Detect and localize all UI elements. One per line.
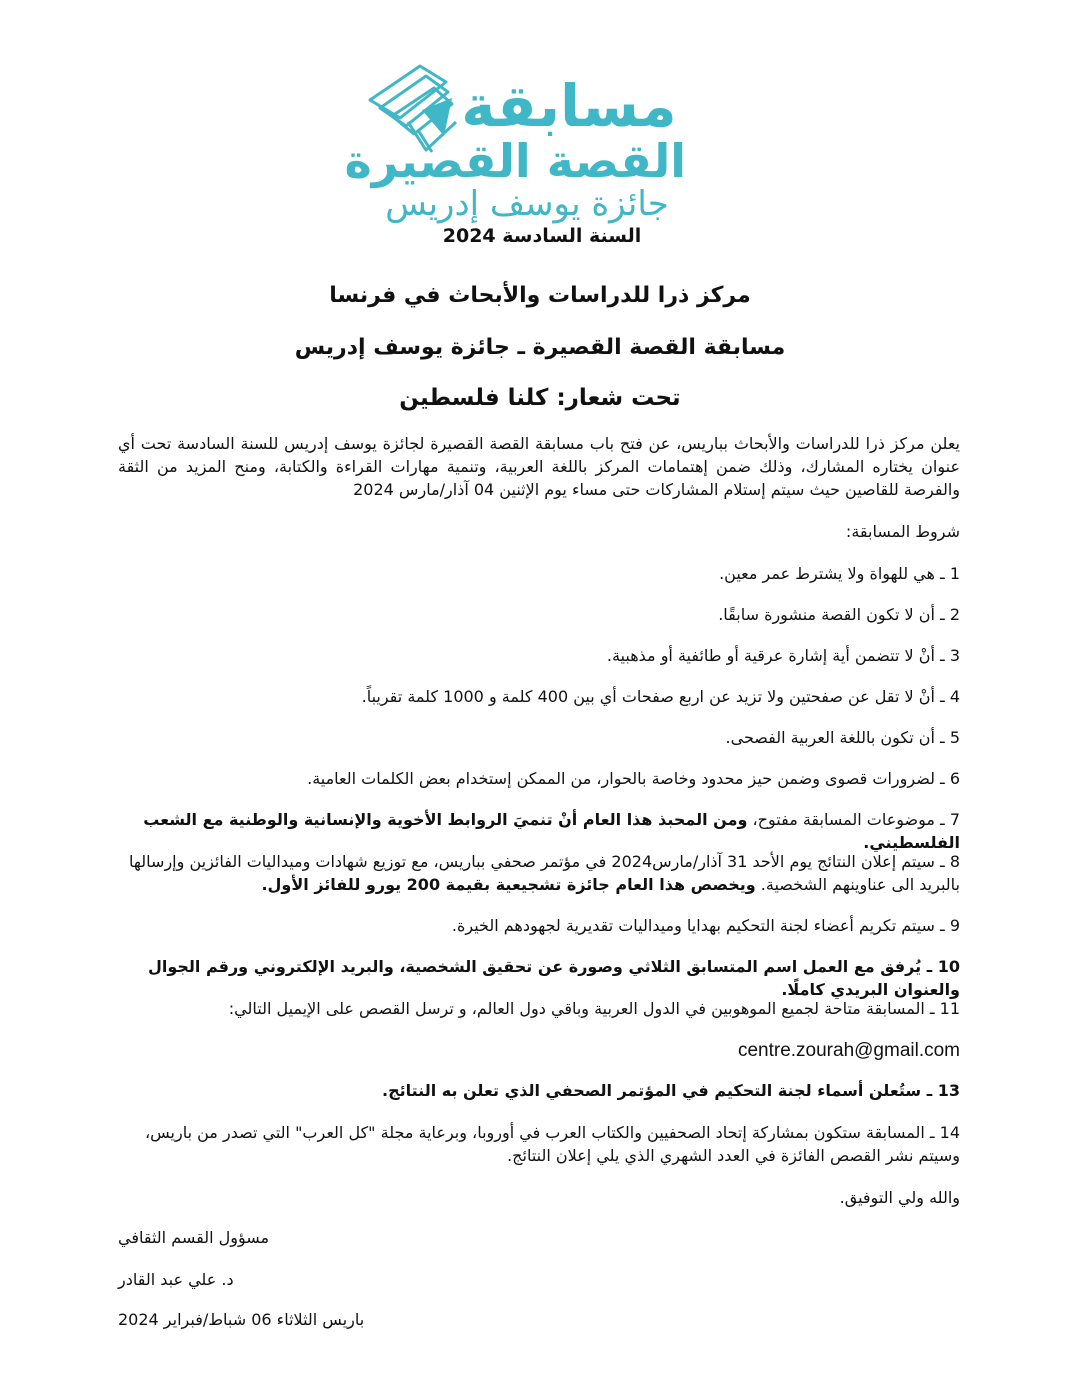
condition-text: 13 ـ ستُعلن أسماء لجنة التحكيم في المؤتمر الصحفي الذي تعلن به النتائج.: [382, 1081, 960, 1100]
condition-text: 6 ـ لضرورات قصوى وضمن حيز محدود وخاصة بالحوار، من الممكن إستخدام بعض الكلمات العامية.: [307, 769, 960, 788]
competition-logo: [344, 52, 690, 252]
closing-line: والله ولي التوفيق.: [839, 1188, 960, 1207]
condition-text: 4 ـ أنْ لا تقل عن صفحتين ولا تزيد عن اربع صفحات أي بين 400 كلمة و 1000 كلمة تقريباً.: [361, 687, 960, 706]
condition-text: 3 ـ أنْ لا تتضمن أية إشارة عرقية أو طائفية أو مذهبية.: [606, 646, 960, 665]
condition-item: [118, 644, 960, 667]
condition-item: [118, 562, 960, 585]
condition-item: [118, 726, 960, 749]
center-heading: مركز ذرا للدراسات والأبحاث في فرنسا: [329, 283, 751, 308]
condition-item: [118, 767, 960, 790]
slogan-heading: تحت شعار: كلنا فلسطين: [399, 385, 681, 411]
condition-item: [118, 808, 960, 854]
logo-year: السنة السادسة 2024: [442, 225, 642, 247]
condition-text: 2 ـ أن لا تكون القصة منشورة سابقًا.: [718, 605, 960, 624]
condition-text: 9 ـ سيتم تكريم أعضاء لجنة التحكيم بهدايا وميداليات تقديرية لجهودهم الخيرة.: [451, 916, 960, 935]
condition-bold-text: ومن المحبذ هذا العام أنْ تنميَ الروابط الأخوية والإنسانية والوطنية مع الشعب الفلسطيني.: [143, 810, 960, 852]
signature-date: باريس الثلاثاء 06 شباط/فبراير 2024: [118, 1310, 365, 1329]
condition-text: 8 ـ سيتم إعلان النتائج يوم الأحد 31 آذار/مارس2024 في مؤتمر صحفي بباريس، مع توزيع شهادات وميداليات الفائزين وإرسالها بالبريد الى عناوينهم الشخصية.: [129, 852, 960, 894]
condition-item: [118, 850, 960, 896]
condition-text: 7 ـ موضوعات المسابقة مفتوح،: [752, 810, 960, 829]
condition-text: 1 ـ هي للهواة ولا يشترط عمر معين.: [719, 564, 960, 583]
condition-text: 14 ـ المسابقة ستكون بمشاركة إتحاد الصحفيين والكتاب العرب في أوروبا، وبرعاية مجلة "كل العرب" التي تصدر من باريس، وسيتم نشر القصص الفائزة في العدد الشهري الذي يلي إعلان النتائج.: [144, 1123, 960, 1165]
logo-subtitle: القصة القصيرة: [344, 134, 686, 188]
condition-item: [118, 914, 960, 937]
condition-text: 10 ـ يُرفق مع العمل اسم المتسابق الثلاثي وصورة عن تحقيق الشخصية، والبريد الإلكتروني ورقم الجوال والعنوان البريدي كاملًا.: [147, 957, 960, 999]
condition-item: [118, 685, 960, 708]
condition-text: 11 ـ المسابقة متاحة لجميع الموهوبين في الدول العربية وباقي دول العالم، و ترسل القصص على الإيميل التالي:: [228, 999, 960, 1018]
conditions-title: شروط المسابقة:: [845, 522, 960, 541]
condition-bold-text: ويخصص هذا العام جائزة تشجيعية بقيمة 200 يورو للفائز الأول.: [261, 875, 756, 894]
condition-text: 5 ـ أن تكون باللغة العربية الفصحى.: [725, 728, 960, 747]
logo-prize-name: جائزة يوسف إدريس: [385, 184, 669, 224]
signature-role: مسؤول القسم الثقافي: [118, 1228, 270, 1247]
signature-name: د. علي عبد القادر: [118, 1270, 234, 1289]
condition-item: [118, 955, 960, 1001]
condition-item: [118, 997, 960, 1020]
competition-heading: مسابقة القصة القصيرة ـ جائزة يوسف إدريس: [294, 335, 786, 360]
intro-paragraph: يعلن مركز ذرا للدراسات والأبحاث بباريس، عن فتح باب مسابقة القصة القصيرة لجائزة يوسف إدريس للسنة السادسة تحت أي عنوان يختاره المشارك، وذلك ضمن إهتمامات المركز باللغة العربية، وتنمية مهارات القراءة والكتابة، ومنح المزيد من الثقة والفرصة للقاصين حيث سيتم إستلام المشاركات حتى مساء يوم الإثنين 04 آذار/مارس 2024: [118, 434, 960, 499]
contact-email[interactable]: centre.zourah@gmail.com: [737, 1040, 960, 1061]
condition-item: [118, 1121, 960, 1167]
condition-item: [118, 1079, 960, 1102]
condition-item: [118, 603, 960, 626]
logo-title: مسابقة: [461, 72, 677, 140]
